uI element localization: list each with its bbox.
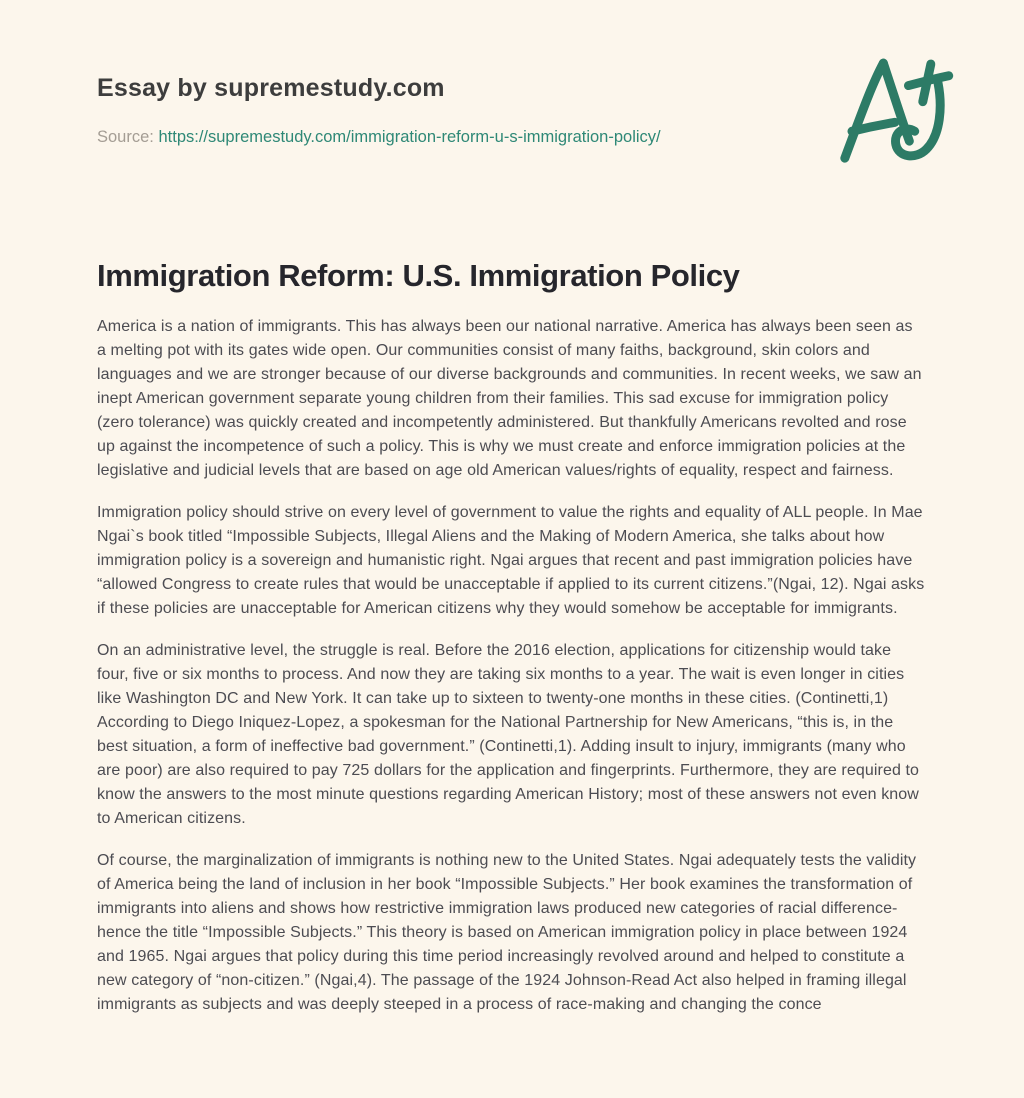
essay-byline: Essay by supremestudy.com — [97, 74, 445, 102]
paragraph-2: Immigration policy should strive on every level of government to value the rights and equality of ALL people. In Mae Ngai`s book titled “Impossible Subjects, Illegal Aliens and the Making of Modern America, she talks about how immigration policy is a sovereign and humanistic right. Ngai argues that recent and past immigration policies have “allowed Congress to create rules that would be unacceptable if applied to its current citizens.”(Ngai, 12). Ngai asks if these policies are unacceptable for American citizens why they would somehow be acceptable for immigrants. — [97, 504, 925, 617]
source-link[interactable]: https://supremestudy.com/immigration-reform-u-s-immigration-policy/ — [158, 128, 661, 146]
paragraph-3: On an administrative level, the struggle is real. Before the 2016 election, applications for citizenship would take four, five or six months to process. And now they are taking six months to a year. The wait is even longer in cities like Washington DC and New York. It can take up to sixteen to twenty-one months in these cities. (Continetti,1) According to Diego Iniquez-Lopez, a spokesman for the National Partnership for New Americans, “this is, in the best situation, a form of ineffective bad government.” (Continetti,1). Adding insult to injury, immigrants (many who are poor) are also required to pay 725 dollars for the application and fingerprints. Furthermore, they are required to know the answers to the most minute questions regarding American History; most of these answers not even know to American citizens. — [97, 642, 920, 827]
paragraph-1: America is a nation of immigrants. This has always been our national narrative. America has always been seen as a melting pot with its gates wide open. Our communities consist of many faiths, background, skin colors and languages and we are stronger because of our diverse backgrounds and communities. In recent weeks, we saw an inept American government separate young children from their families. This sad excuse for immigration policy (zero tolerance) was quickly created and incompetently administered. But thankfully Americans revolted and rose up against the incompetence of such a policy. This is why we must create and enforce immigration policies at the legislative and judicial levels that are based on age old American values/rights of equality, respect and fairness. — [97, 318, 922, 479]
paragraph-4: Of course, the marginalization of immigrants is nothing new to the United States. Ngai adequately tests the validity of America being the land of inclusion in her book “Impossible Subjects.” Her book examines the transformation of immigrants into aliens and shows how restrictive immigration laws produced new categories of racial difference- hence the title “Impossible Subjects.” This theory is based on American immigration policy in place between 1924 and 1965. Ngai argues that policy during this time period increasingly revolved around and helped to constitute a new category of “non-citizen.” (Ngai,4). The passage of the 1924 Johnson-Read Act also helped in framing illegal immigrants as subjects and was deeply steeped in a process of race-making and changing the conce — [97, 852, 917, 1013]
a-plus-logo-icon — [832, 56, 958, 168]
article-body — [97, 315, 925, 1017]
article-title: Immigration Reform: U.S. Immigration Policy — [97, 258, 740, 293]
source-line — [97, 128, 925, 147]
source-label: Source: — [97, 128, 154, 146]
